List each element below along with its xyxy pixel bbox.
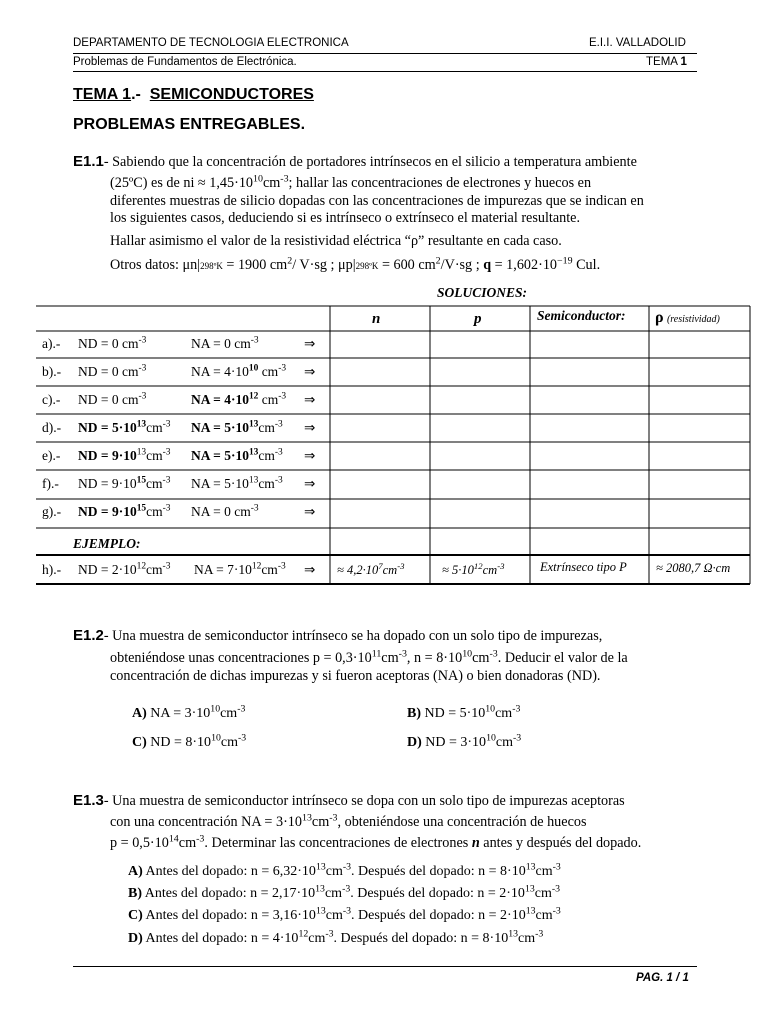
col-header-p: p bbox=[474, 311, 482, 327]
problem-1-2-option-c[interactable]: C) ND = $8\cdot 10^{10}cm^{-3}$ bbox=[132, 732, 247, 750]
page-number: PAG. 1 / 1 bbox=[636, 972, 689, 984]
row-g: g).- ND = $9\cdot 10^{15}cm^{-3}$ NA = 0 $cm^{-3}$ ⇒ bbox=[42, 503, 316, 519]
page-title: TEMA 1.- SEMICONDUCTORES bbox=[73, 86, 314, 103]
footer-divider bbox=[73, 966, 697, 967]
problem-1-1-line1: E1.1- Sabiendo que la concentración de portadores intrínsecos en el silicio a temperatura ambiente bbox=[73, 153, 637, 170]
ejemplo-label: EJEMPLO: bbox=[73, 536, 141, 551]
problem-1-1-data: Otros datos: μn|298ºK = 1900 $cm^2/$ V·sg ; μp|298ºK = 600 $cm^2/V\cdot sg$ ; $q = 1,602\cdot 10^{-19}$ Cul. bbox=[110, 255, 601, 273]
row-c: c).- ND = 0 $cm^{-3}$ NA = $4\cdot 10^{12}$ $cm^{-3}$ ⇒ bbox=[42, 391, 316, 407]
example-p-value: ≈ $5\cdot 10^{12}cm^{-3}$ bbox=[442, 560, 505, 577]
row-h-example: h).- ND = $2\cdot 10^{12}cm^{-3}$ NA = $7\cdot 10^{12}cm^{-3}$ ⇒ bbox=[42, 561, 316, 577]
page-subtitle: PROBLEMAS ENTREGABLES. bbox=[73, 116, 306, 133]
soluciones-label: SOLUCIONES: bbox=[437, 285, 528, 300]
problem-1-3-line2: con una concentración NA = $3\cdot 10^{13}cm^{-3}$, obteniéndose una concentración de huecos bbox=[110, 812, 587, 830]
problem-1-2-option-d[interactable]: D) ND = $3\cdot 10^{10}cm^{-3}$ bbox=[407, 732, 522, 750]
header-course: Problemas de Fundamentos de Electrónica. bbox=[73, 56, 297, 68]
problem-1-2-option-b[interactable]: B) ND = $5\cdot 10^{10}cm^{-3}$ bbox=[407, 703, 521, 721]
example-resistivity: ≈ 2080,7 Ω·cm bbox=[656, 561, 731, 575]
header-tema: TEMA 1 bbox=[646, 56, 687, 68]
col-header-semiconductor: Semiconductor: bbox=[537, 308, 626, 323]
col-header-rho: ρ (resistividad) bbox=[655, 309, 720, 326]
row-b: b).- ND = 0 $cm^{-3}$ NA = $4\cdot 10^{10}$ $cm^{-3}$ ⇒ bbox=[42, 363, 316, 379]
header-school: E.I.I. VALLADOLID bbox=[589, 37, 686, 49]
problem-1-1-line3: diferentes muestras de silicio dopadas con las concentraciones de impurezas que se indican en bbox=[110, 193, 644, 209]
problem-1-3-option-c[interactable]: C) Antes del dopado: $n = 3,16\cdot 10^{13}cm^{-3}$. Después del dopado: $n = 2\cdot 10^{13}cm^{-3}$ bbox=[128, 905, 561, 923]
problem-1-2-line2: obteniéndose unas concentraciones $p = 0,3\cdot 10^{11}cm^{-3}$, $n = 8\cdot 10^{10}cm^{-3}$. Deducir el valor de la bbox=[110, 648, 628, 666]
problem-1-1-line5: Hallar asimismo el valor de la resistividad eléctrica “ρ” resultante en cada caso. bbox=[110, 233, 562, 249]
row-f: f).- ND = $9\cdot 10^{15}cm^{-3}$ NA = $5\cdot 10^{13}cm^{-3}$ ⇒ bbox=[42, 475, 316, 491]
problem-1-3-line3: $p = 0,5\cdot 10^{14}cm^{-3}$. Determinar las concentraciones de electrones n antes y después del dopado. bbox=[110, 833, 642, 851]
problem-1-3-option-d[interactable]: D) Antes del dopado: $n = 4\cdot 10^{12}cm^{-3}$. Después del dopado: $n = 8\cdot 10^{13}cm^{-3}$ bbox=[128, 928, 544, 946]
row-a: a).- ND = 0 $cm^{-3}$ NA = 0 $cm^{-3}$ ⇒ bbox=[42, 335, 316, 351]
row-e: e).- ND = $9\cdot 10^{13}cm^{-3}$ NA = $5\cdot 10^{13}cm^{-3}$ ⇒ bbox=[42, 447, 316, 463]
col-header-n: n bbox=[372, 311, 381, 327]
example-n-value: ≈ $4,2\cdot 10^7cm^{-3}$ bbox=[337, 560, 405, 577]
problem-1-2-line1: E1.2- Una muestra de semiconductor intrínseco se ha dopado con un solo tipo de impurezas, bbox=[73, 627, 603, 644]
header-dept: DEPARTAMENTO DE TECNOLOGIA ELECTRONICA bbox=[73, 37, 349, 49]
problem-1-3-line1: E1.3- Una muestra de semiconductor intrínseco se dopa con un solo tipo de impurezas aceptoras bbox=[73, 792, 625, 809]
problem-1-1-line4: los siguientes casos, deduciendo si es intrínseco o extrínseco el material resultante. bbox=[110, 210, 581, 226]
problem-1-2-option-a[interactable]: A) NA = $3\cdot 10^{10}cm^{-3}$ bbox=[132, 703, 246, 721]
row-d: d).- ND = $5\cdot 10^{13}cm^{-3}$ NA = $5\cdot 10^{13}cm^{-3}$ ⇒ bbox=[42, 419, 316, 435]
example-semiconductor: Extrínseco tipo P bbox=[540, 560, 627, 574]
problem-1-3-option-a[interactable]: A) Antes del dopado: $n = 6,32\cdot 10^{13}cm^{-3}$. Después del dopado: $n = 8\cdot 10^{13}cm^{-3}$ bbox=[128, 861, 561, 879]
problem-1-2-line3: concentración de dichas impurezas y si fueron aceptoras (NA) o bien donadoras (ND). bbox=[110, 668, 601, 684]
problem-1-1-line2: (25ºC) es de ni ≈ $1,45\cdot 10^{10}cm^{-3}$; hallar las concentraciones de electrones y huecos en bbox=[110, 173, 592, 191]
problem-1-3-option-b[interactable]: B) Antes del dopado: $n = 2,17\cdot 10^{13}cm^{-3}$. Después del dopado: $n = 2\cdot 10^{13}cm^{-3}$ bbox=[128, 883, 561, 901]
